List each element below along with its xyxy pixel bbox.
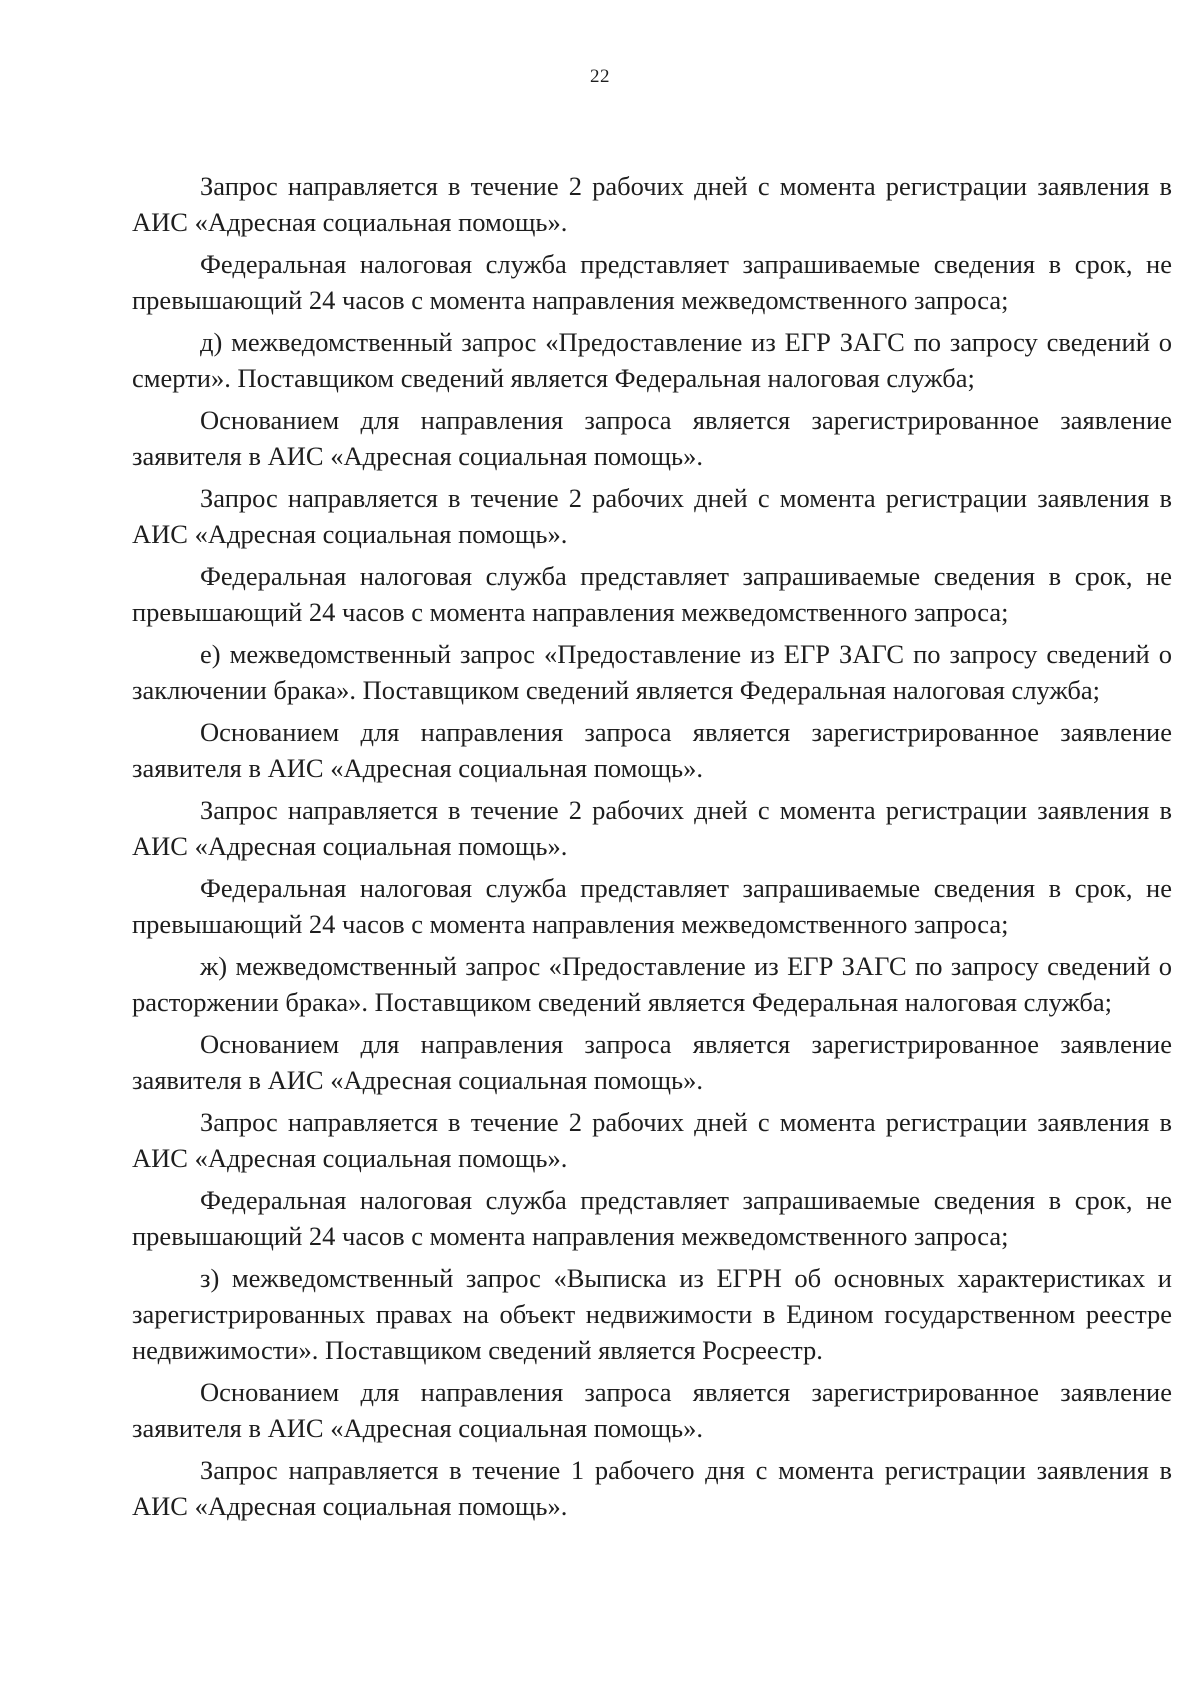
paragraph: Запрос направляется в течение 2 рабочих дней с момента регистрации заявления в АИС «Адресная социальная помощь».: [132, 483, 1172, 549]
paragraph: Основанием для направления запроса является зарегистрированное заявление заявителя в АИС «Адресная социальная помощь».: [132, 1377, 1172, 1443]
paragraph: Федеральная налоговая служба представляет запрашиваемые сведения в срок, не превышающий 24 часов с момента направления межведомственного запроса;: [132, 561, 1172, 627]
paragraph: Федеральная налоговая служба представляет запрашиваемые сведения в срок, не превышающий 24 часов с момента направления межведомственного запроса;: [132, 1185, 1172, 1251]
paragraph: Федеральная налоговая служба представляет запрашиваемые сведения в срок, не превышающий 24 часов с момента направления межведомственного запроса;: [132, 873, 1172, 939]
paragraph: Основанием для направления запроса является зарегистрированное заявление заявителя в АИС «Адресная социальная помощь».: [132, 1029, 1172, 1095]
paragraph: з) межведомственный запрос «Выписка из ЕГРН об основных характеристиках и зарегистрированных правах на объект недвижимости в Едином государственном реестре недвижимости». Поставщиком сведений является Росреестр.: [132, 1263, 1172, 1365]
paragraph: д) межведомственный запрос «Предоставление из ЕГР ЗАГС по запросу сведений о смерти». Поставщиком сведений является Федеральная налоговая служба;: [132, 327, 1172, 393]
paragraph: Основанием для направления запроса является зарегистрированное заявление заявителя в АИС «Адресная социальная помощь».: [132, 405, 1172, 471]
paragraph: Запрос направляется в течение 2 рабочих дней с момента регистрации заявления в АИС «Адресная социальная помощь».: [132, 1107, 1172, 1173]
paragraph: Основанием для направления запроса является зарегистрированное заявление заявителя в АИС «Адресная социальная помощь».: [132, 717, 1172, 783]
paragraph: Запрос направляется в течение 2 рабочих дней с момента регистрации заявления в АИС «Адресная социальная помощь».: [132, 795, 1172, 861]
document-body: [132, 168, 1172, 1530]
page-number: 22: [590, 66, 610, 87]
paragraph: Запрос направляется в течение 2 рабочих дней с момента регистрации заявления в АИС «Адресная социальная помощь».: [132, 171, 1172, 237]
paragraph: е) межведомственный запрос «Предоставление из ЕГР ЗАГС по запросу сведений о заключении брака». Поставщиком сведений является Федеральная налоговая служба;: [132, 639, 1172, 705]
paragraph: ж) межведомственный запрос «Предоставление из ЕГР ЗАГС по запросу сведений о расторжении брака». Поставщиком сведений является Федеральная налоговая служба;: [132, 951, 1172, 1017]
paragraph: Запрос направляется в течение 1 рабочего дня с момента регистрации заявления в АИС «Адресная социальная помощь».: [132, 1455, 1172, 1521]
paragraph: Федеральная налоговая служба представляет запрашиваемые сведения в срок, не превышающий 24 часов с момента направления межведомственного запроса;: [132, 249, 1172, 315]
